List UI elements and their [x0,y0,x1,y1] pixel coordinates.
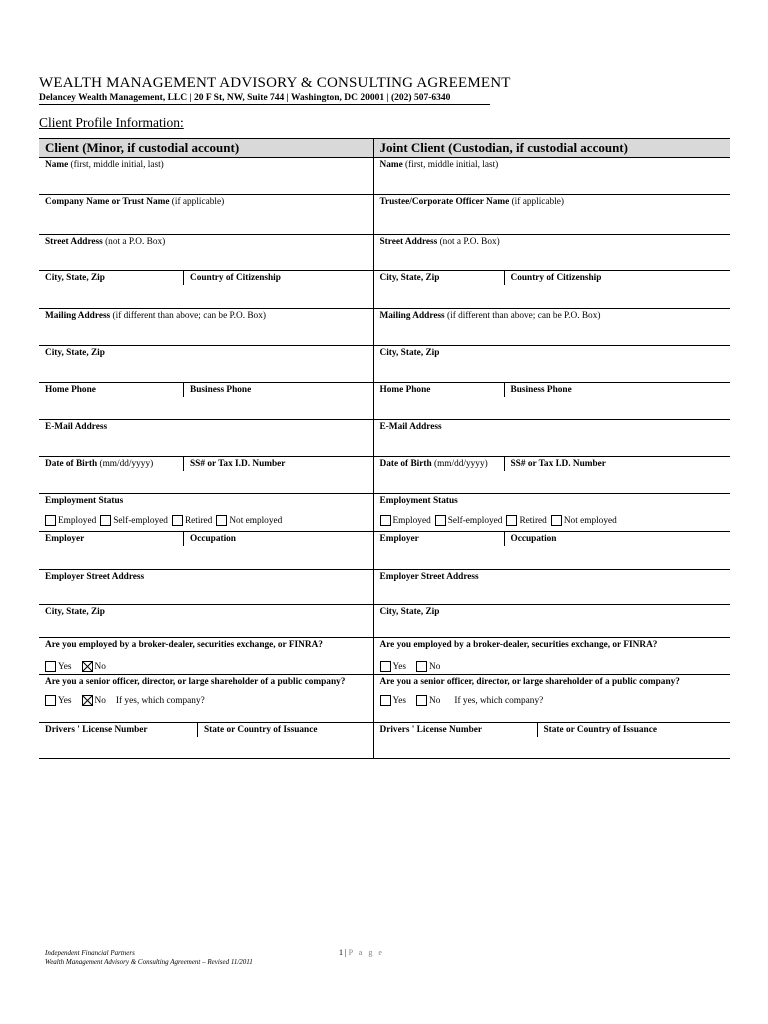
joint-street-field[interactable]: Street Address (not a P.O. Box) [373,235,730,271]
joint-broker-yes-checkbox[interactable] [380,661,391,672]
joint-employment-status: Employment Status Employed Self-employed Retired Not employed [373,494,730,532]
client-license-field[interactable]: Drivers ' License Number [45,725,148,735]
firm-contact-line: Delancey Wealth Management, LLC | 20 F St, NW, Suite 744 | Washington, DC 20001 | (202) 507-6340 [39,93,490,105]
joint-name-field[interactable]: Name (first, middle initial, last) [373,158,730,195]
joint-mailing-city-field[interactable]: City, State, Zip [373,346,730,383]
section-title: Client Profile Information: [39,115,184,130]
joint-dob-ssn-row [373,457,730,494]
joint-retired-checkbox[interactable] [506,515,517,526]
joint-broker-no-checkbox[interactable] [416,661,427,672]
client-self-employed-checkbox[interactable] [100,515,111,526]
client-city-citizenship-row [39,271,373,309]
client-senior-no-checkbox[interactable] [82,695,93,706]
client-employment-status: Employment Status Employed Self-employed Retired Not employed [39,494,373,532]
client-street-field[interactable]: Street Address (not a P.O. Box) [39,235,373,271]
client-occupation-field[interactable]: Occupation [183,532,373,546]
joint-senior-question: Are you a senior officer, director, or large shareholder of a public company? Yes No If yes, which company? [373,675,730,723]
joint-column-header: Joint Client (Custodian, if custodial account) [373,139,730,158]
joint-license-field[interactable]: Drivers ' License Number [379,725,483,735]
client-business-phone-field[interactable]: Business Phone [183,383,373,397]
name-label: Name [379,160,403,170]
client-mailing-field[interactable]: Mailing Address (if different than above; can be P.O. Box) [39,309,373,346]
trustee-label: Trustee/Corporate Officer Name [379,197,510,207]
joint-trustee-field[interactable]: Trustee/Corporate Officer Name (if applicable) [373,195,730,235]
client-employed-checkbox[interactable] [45,515,56,526]
client-city-field[interactable]: City, State, Zip [45,273,105,283]
joint-city-citizenship-row [373,271,730,309]
client-citizenship-field[interactable]: Country of Citizenship [183,271,373,285]
joint-business-phone-field[interactable]: Business Phone [504,383,731,397]
joint-issuance-field[interactable]: State or Country of Issuance [537,723,731,737]
joint-occupation-field[interactable]: Occupation [504,532,731,546]
client-broker-question: Are you employed by a broker-dealer, securities exchange, or FINRA? Yes No [39,638,373,675]
client-email-field[interactable]: E-Mail Address [39,420,373,457]
client-retired-checkbox[interactable] [172,515,183,526]
client-senior-yes-checkbox[interactable] [45,695,56,706]
client-senior-question: Are you a senior officer, director, or large shareholder of a public company? Yes No If yes, which company? [39,675,373,723]
joint-mailing-field[interactable]: Mailing Address (if different than above; can be P.O. Box) [373,309,730,346]
page-number: 1 | P a g e [339,948,384,957]
joint-email-field[interactable]: E-Mail Address [373,420,730,457]
client-not-employed-checkbox[interactable] [216,515,227,526]
client-company-field[interactable]: Company Name or Trust Name (if applicable) [39,195,373,235]
client-broker-yes-checkbox[interactable] [45,661,56,672]
client-home-phone-field[interactable]: Home Phone [45,385,96,395]
client-issuance-field[interactable]: State or Country of Issuance [197,723,373,737]
joint-city-field[interactable]: City, State, Zip [379,273,440,283]
client-employer-city-field[interactable]: City, State, Zip [39,605,373,638]
document-title: WEALTH MANAGEMENT ADVISORY & CONSULTING AGREEMENT [39,75,511,91]
client-name-field[interactable]: Name (first, middle initial, last) [39,158,373,195]
joint-employed-checkbox[interactable] [380,515,391,526]
joint-home-phone-field[interactable]: Home Phone [379,385,431,395]
joint-dob-field[interactable]: Date of Birth (mm/dd/yyyy) [379,459,488,469]
client-broker-no-checkbox[interactable] [82,661,93,672]
joint-license-row [373,723,730,759]
joint-employer-street-field[interactable]: Employer Street Address [373,570,730,605]
joint-citizenship-field[interactable]: Country of Citizenship [504,271,731,285]
joint-employer-field[interactable]: Employer [379,534,419,544]
client-phone-row [39,383,373,420]
joint-employer-city-field[interactable]: City, State, Zip [373,605,730,638]
client-dob-ssn-row [39,457,373,494]
client-dob-field[interactable]: Date of Birth (mm/dd/yyyy) [45,459,154,469]
client-license-row [39,723,373,759]
column-header-row [39,139,730,158]
company-label: Company Name or Trust Name [45,197,170,207]
client-profile-form [39,138,730,759]
client-ssn-field[interactable]: SS# or Tax I.D. Number [183,457,373,471]
joint-phone-row [373,383,730,420]
client-column-header: Client (Minor, if custodial account) [39,139,373,158]
client-mailing-city-field[interactable]: City, State, Zip [39,346,373,383]
name-label: Name [45,160,69,170]
footer-text: Independent Financial Partners Wealth Management Advisory & Consulting Agreement – Revised 11/2011 [45,949,253,966]
client-employer-row [39,532,373,570]
joint-ssn-field[interactable]: SS# or Tax I.D. Number [504,457,731,471]
joint-senior-yes-checkbox[interactable] [380,695,391,706]
joint-senior-no-checkbox[interactable] [416,695,427,706]
street-label: Street Address [45,237,103,247]
joint-broker-question: Are you employed by a broker-dealer, securities exchange, or FINRA? Yes No [373,638,730,675]
joint-self-employed-checkbox[interactable] [435,515,446,526]
street-label: Street Address [379,237,438,247]
client-employer-field[interactable]: Employer [45,534,85,544]
client-employer-street-field[interactable]: Employer Street Address [39,570,373,605]
joint-employer-row [373,532,730,570]
joint-not-employed-checkbox[interactable] [551,515,562,526]
